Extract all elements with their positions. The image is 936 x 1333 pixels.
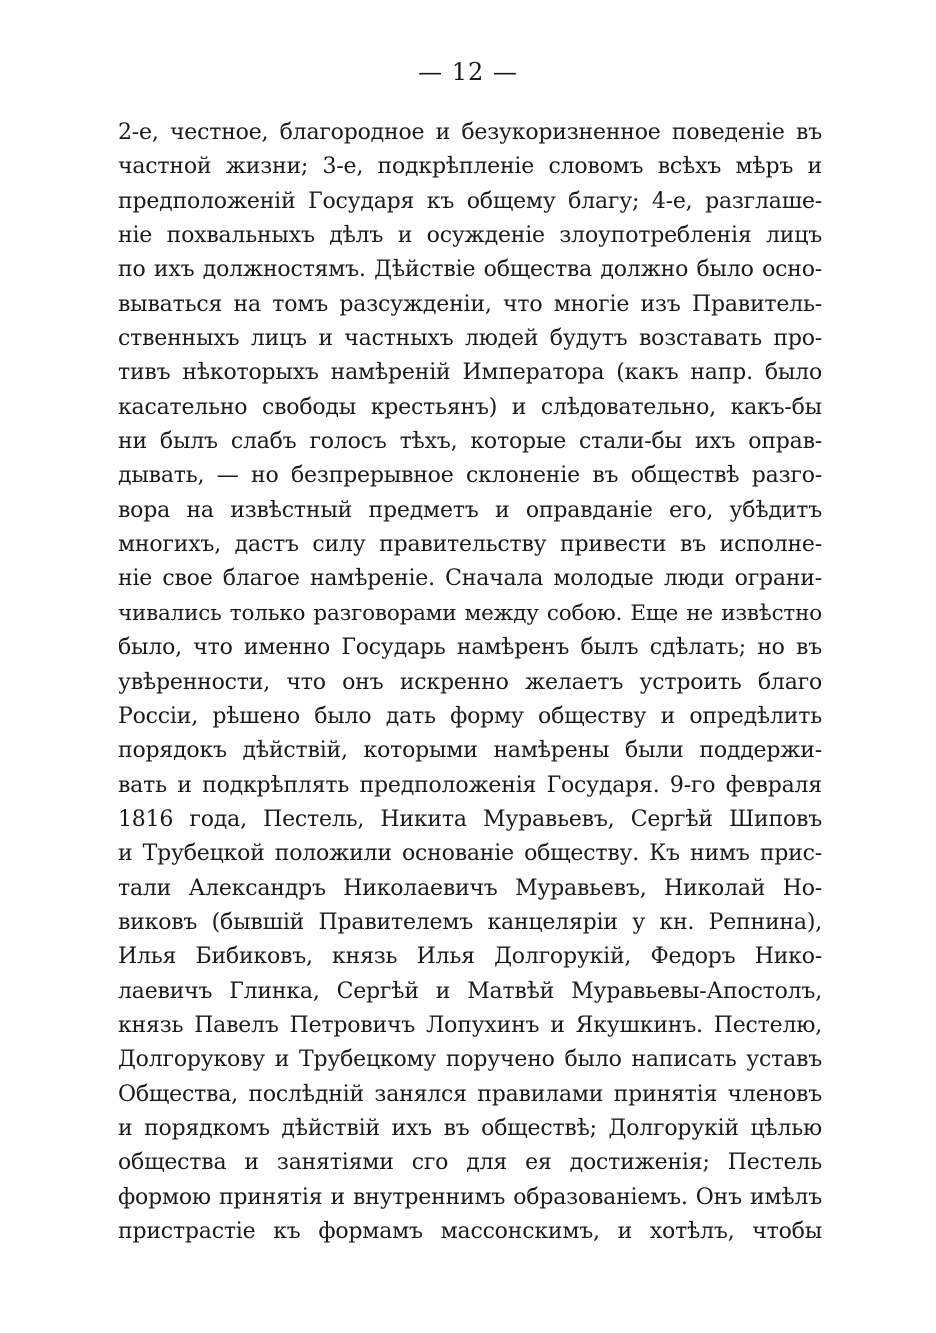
text-line: дывать, — но безпрерывное склоненіе въ обществѣ разго- xyxy=(118,463,822,489)
text-line: Россіи, рѣшено было дать форму обществу и опредѣлить xyxy=(118,703,822,729)
text-line: многихъ, дастъ силу правительству привести въ исполне- xyxy=(118,532,822,558)
text-line: порядокъ дѣйствій, которыми намѣрены были поддержи- xyxy=(118,738,822,764)
text-line: ственныхъ лицъ и частныхъ людей будутъ возставать про- xyxy=(118,326,822,352)
text-line: общества и занятіями сго для ея достиженія; Пестель xyxy=(118,1150,822,1176)
text-line: вываться на томъ разсужденіи, что многіе изъ Правитель- xyxy=(118,291,822,317)
text-line: увѣренности, что онъ искренно желаетъ устроить благо xyxy=(118,669,822,695)
text-line: тивъ нѣкоторыхъ намѣреній Императора (какъ напр. было xyxy=(118,360,822,386)
text-line: 1816 года, Пестель, Никита Муравьевъ, Сергѣй Шиповъ xyxy=(118,806,822,832)
body-text xyxy=(118,116,822,1249)
text-line: и Трубецкой положили основаніе обществу. Къ нимъ прис- xyxy=(118,841,822,867)
text-line: Илья Бибиковъ, князь Илья Долгорукій, Федоръ Нико- xyxy=(118,944,822,970)
page-number: — 12 — xyxy=(418,58,518,86)
text-line: ни былъ слабъ голосъ тѣхъ, которые стали-бы ихъ оправ- xyxy=(118,429,822,455)
text-line: было, что именно Государь намѣренъ былъ сдѣлать; но въ xyxy=(118,635,822,661)
text-line: Долгорукову и Трубецкому поручено было написать уставъ xyxy=(118,1047,822,1073)
text-line: частной жизни; 3-е, подкрѣпленіе словомъ всѣхъ мѣръ и xyxy=(118,154,822,180)
text-line: вать и подкрѣплять предположенія Государя. 9-го февраля xyxy=(118,772,822,798)
text-line: тали Александръ Николаевичъ Муравьевъ, Николай Но- xyxy=(118,875,822,901)
text-line: Общества, послѣдній занялся правилами принятія членовъ xyxy=(118,1081,822,1107)
text-line: по ихъ должностямъ. Дѣйствіе общества должно было осно- xyxy=(118,257,822,283)
text-line: ніе свое благое намѣреніе. Сначала молодые люди ограни- xyxy=(118,566,822,592)
text-line: предположеній Государя къ общему благу; 4-е, разглаше- xyxy=(118,188,822,214)
text-line: вора на извѣстный предметъ и оправданіе его, убѣдитъ xyxy=(118,497,822,523)
text-line: касательно свободы крестьянъ) и слѣдовательно, какъ-бы xyxy=(118,394,822,420)
text-line: чивались только разговорами между собою. Еще не извѣстно xyxy=(118,600,822,626)
text-line: пристрастіе къ формамъ массонскимъ, и хотѣлъ, чтобы xyxy=(118,1219,822,1244)
text-line: лаевичъ Глинка, Сергѣй и Матвѣй Муравьевы-Апостолъ, xyxy=(118,978,822,1004)
text-line: ніе похвальныхъ дѣлъ и осужденіе злоупотребленія лицъ xyxy=(118,223,822,249)
text-line: князь Павелъ Петровичъ Лопухинъ и Якушкинъ. Пестелю, xyxy=(118,1012,822,1038)
text-line: и порядкомъ дѣйствій ихъ въ обществѣ; Долгорукій цѣлью xyxy=(118,1115,822,1141)
text-line: формою принятія и внутреннимъ образованіемъ. Онъ имѣлъ xyxy=(118,1184,822,1210)
text-line: виковъ (бывшій Правителемъ канцеляріи у кн. Репнина), xyxy=(118,909,822,935)
text-line: 2-е, честное, благородное и безукоризненное поведеніе въ xyxy=(118,120,822,145)
